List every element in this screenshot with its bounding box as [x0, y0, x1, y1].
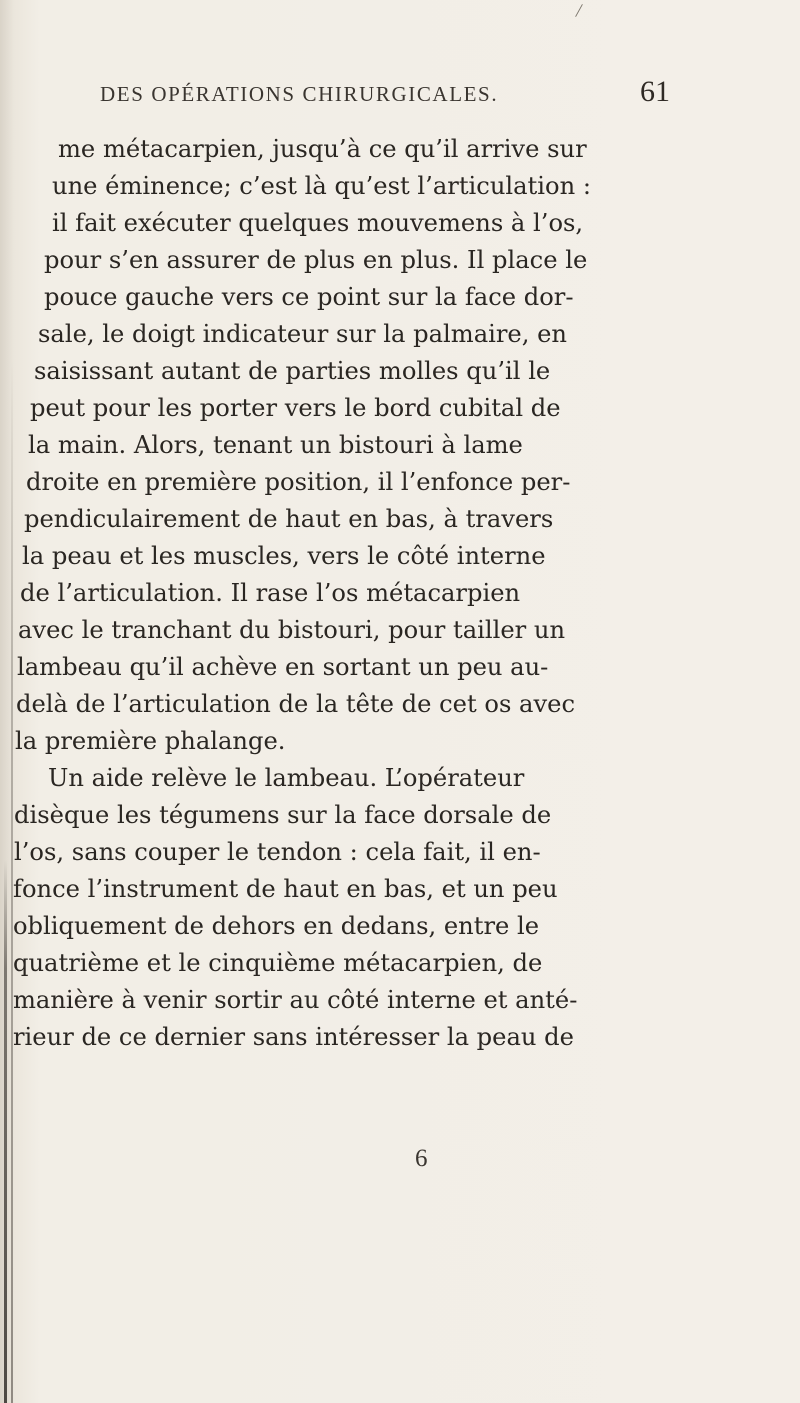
text-line: quatrième et le cinquième métacarpien, de [13, 949, 543, 977]
text-line: me métacarpien, jusqu’à ce qu’il arrive sur [58, 135, 587, 163]
text-line: la première phalange. [15, 727, 286, 755]
text-line: peut pour les porter vers le bord cubital de [30, 394, 561, 422]
text-line: la peau et les muscles, vers le côté interne [22, 542, 546, 570]
text-line: disèque les tégumens sur la face dorsale de [14, 801, 552, 829]
text-line: de l’articulation. Il rase l’os métacarpien [20, 579, 521, 607]
text-line: sale, le doigt indicateur sur la palmaire, en [38, 320, 567, 348]
text-line: fonce l’instrument de haut en bas, et un peu [13, 875, 558, 903]
signature-mark: 6 [415, 1145, 428, 1172]
text-line: manière à venir sortir au côté interne et anté- [13, 986, 578, 1014]
running-head [0, 58, 800, 108]
text-line: droite en première position, il l’enfonce per- [26, 468, 571, 496]
text-line: une éminence; c’est là qu’est l’articulation : [52, 172, 591, 200]
text-line: pouce gauche vers ce point sur la face dor- [44, 283, 574, 311]
text-line: Un aide relève le lambeau. L’opérateur [48, 764, 525, 792]
corner-mark: / [574, 0, 584, 23]
text-line: avec le tranchant du bistouri, pour tailler un [18, 616, 566, 644]
text-line: delà de l’articulation de la tête de cet os avec [16, 690, 576, 718]
text-line: l’os, sans couper le tendon : cela fait, il en- [14, 838, 541, 866]
text-line: rieur de ce dernier sans intéresser la peau de [13, 1023, 574, 1051]
text-line: pour s’en assurer de plus en plus. Il place le [44, 246, 588, 274]
text-line: la main. Alors, tenant un bistouri à lame [28, 431, 523, 459]
page-number: 61 [640, 75, 670, 108]
running-title: DES OPÉRATIONS CHIRURGICALES. [100, 82, 499, 106]
text-line: pendiculairement de haut en bas, à travers [24, 505, 554, 533]
text-line: lambeau qu’il achève en sortant un peu au- [17, 653, 549, 681]
text-line: il fait exécuter quelques mouvemens à l’os, [52, 209, 584, 237]
text-line: obliquement de dehors en dedans, entre le [13, 912, 540, 940]
text-line: saisissant autant de parties molles qu’il le [34, 357, 551, 385]
